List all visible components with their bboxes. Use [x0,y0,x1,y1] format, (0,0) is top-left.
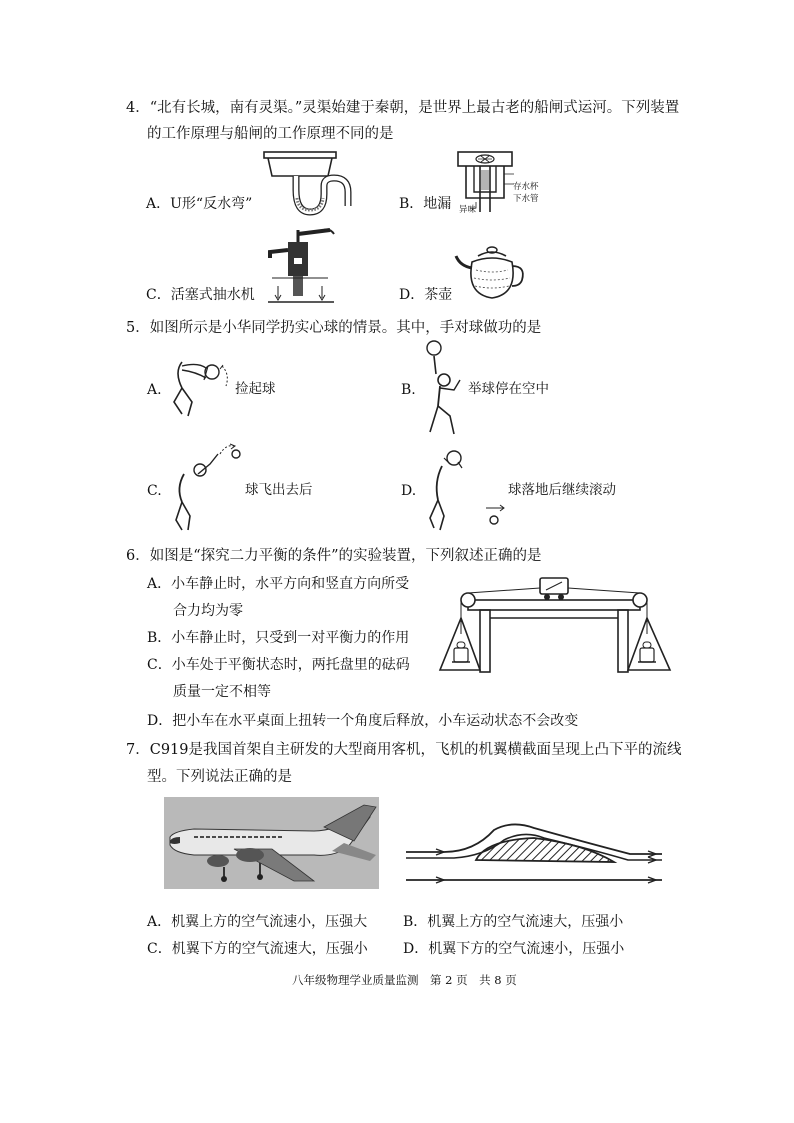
q6-option-b: B．小车静止时，只受到一对平衡力的作用 [147,630,410,646]
teapot-figure [454,244,530,306]
piston-pump-figure [264,228,344,306]
wing-airflow-diagram [404,818,666,886]
q4-option-b: B．地漏 [399,196,452,212]
q6-option-a-line1: A．小车静止时，水平方向和竖直方向所受 [147,576,410,592]
u-trap-sink-figure [262,150,362,220]
q7-stem-line2: 型。下列说法正确的是 [147,769,292,785]
q7-option-c: C．机翼下方的空气流速大，压强小 [147,941,368,957]
q5-option-b-letter: B. [401,382,416,398]
q7-option-d: D．机翼下方的空气流速小，压强小 [403,941,625,957]
q7-stem-line1: 7．C919是我国首架自主研发的大型商用客机，飞机的机翼横截面呈现上凸下平的流线 [126,742,682,758]
q7-option-a: A．机翼上方的空气流速小，压强大 [147,914,368,930]
q4-option-c: C．活塞式抽水机 [146,287,255,303]
q5-option-c-caption: 球飞出去后 [245,482,313,498]
q6-option-a-line2: 合力均为零 [173,603,243,619]
q6-option-c-line2: 质量一定不相等 [173,684,271,700]
q6-option-d: D．把小车在水平桌面上扭转一个角度后释放，小车运动状态不会改变 [147,713,579,729]
c919-airplane-photo [164,797,379,889]
q5-option-d-caption: 球落地后继续滚动 [508,482,616,498]
drain-label-odor: 异味 [459,205,477,215]
two-force-balance-apparatus [440,570,672,678]
q5-option-d-letter: D. [401,483,417,499]
stick-figure-ball-flying [170,440,246,532]
q5-option-a-caption: 捡起球 [235,381,276,397]
q5-option-a-letter: A. [147,382,162,398]
q6-option-c-line1: C．小车处于平衡状态时，两托盘里的砝码 [147,657,410,673]
page-footer: 八年级物理学业质量监测 第 2 页 共 8 页 [292,973,517,987]
q7-option-b: B．机翼上方的空气流速大，压强小 [403,914,624,930]
drain-label-cup: 存水杯 [513,182,539,192]
stick-figure-pick-up-ball [168,358,236,418]
stick-figure-ball-rolling [424,446,514,532]
q4-option-a: A．U形“反水弯” [146,196,253,212]
q5-option-b-caption: 举球停在空中 [468,381,549,397]
q5-stem: 5．如图所示是小华同学扔实心球的情景。其中，手对球做功的是 [126,320,542,336]
q5-option-c-letter: C. [147,483,162,499]
q4-stem-line2: 的工作原理与船闸的工作原理不同的是 [147,126,394,142]
drain-label-pipe: 下水管 [513,194,539,204]
q4-stem-line1: 4．“北有长城，南有灵渠。”灵渠始建于秦朝，是世界上最古老的船闸式运河。下列装置 [126,100,680,116]
q4-option-d: D．茶壶 [399,287,453,303]
q6-stem: 6．如图是“探究二力平衡的条件”的实验装置，下列叙述正确的是 [126,548,542,564]
